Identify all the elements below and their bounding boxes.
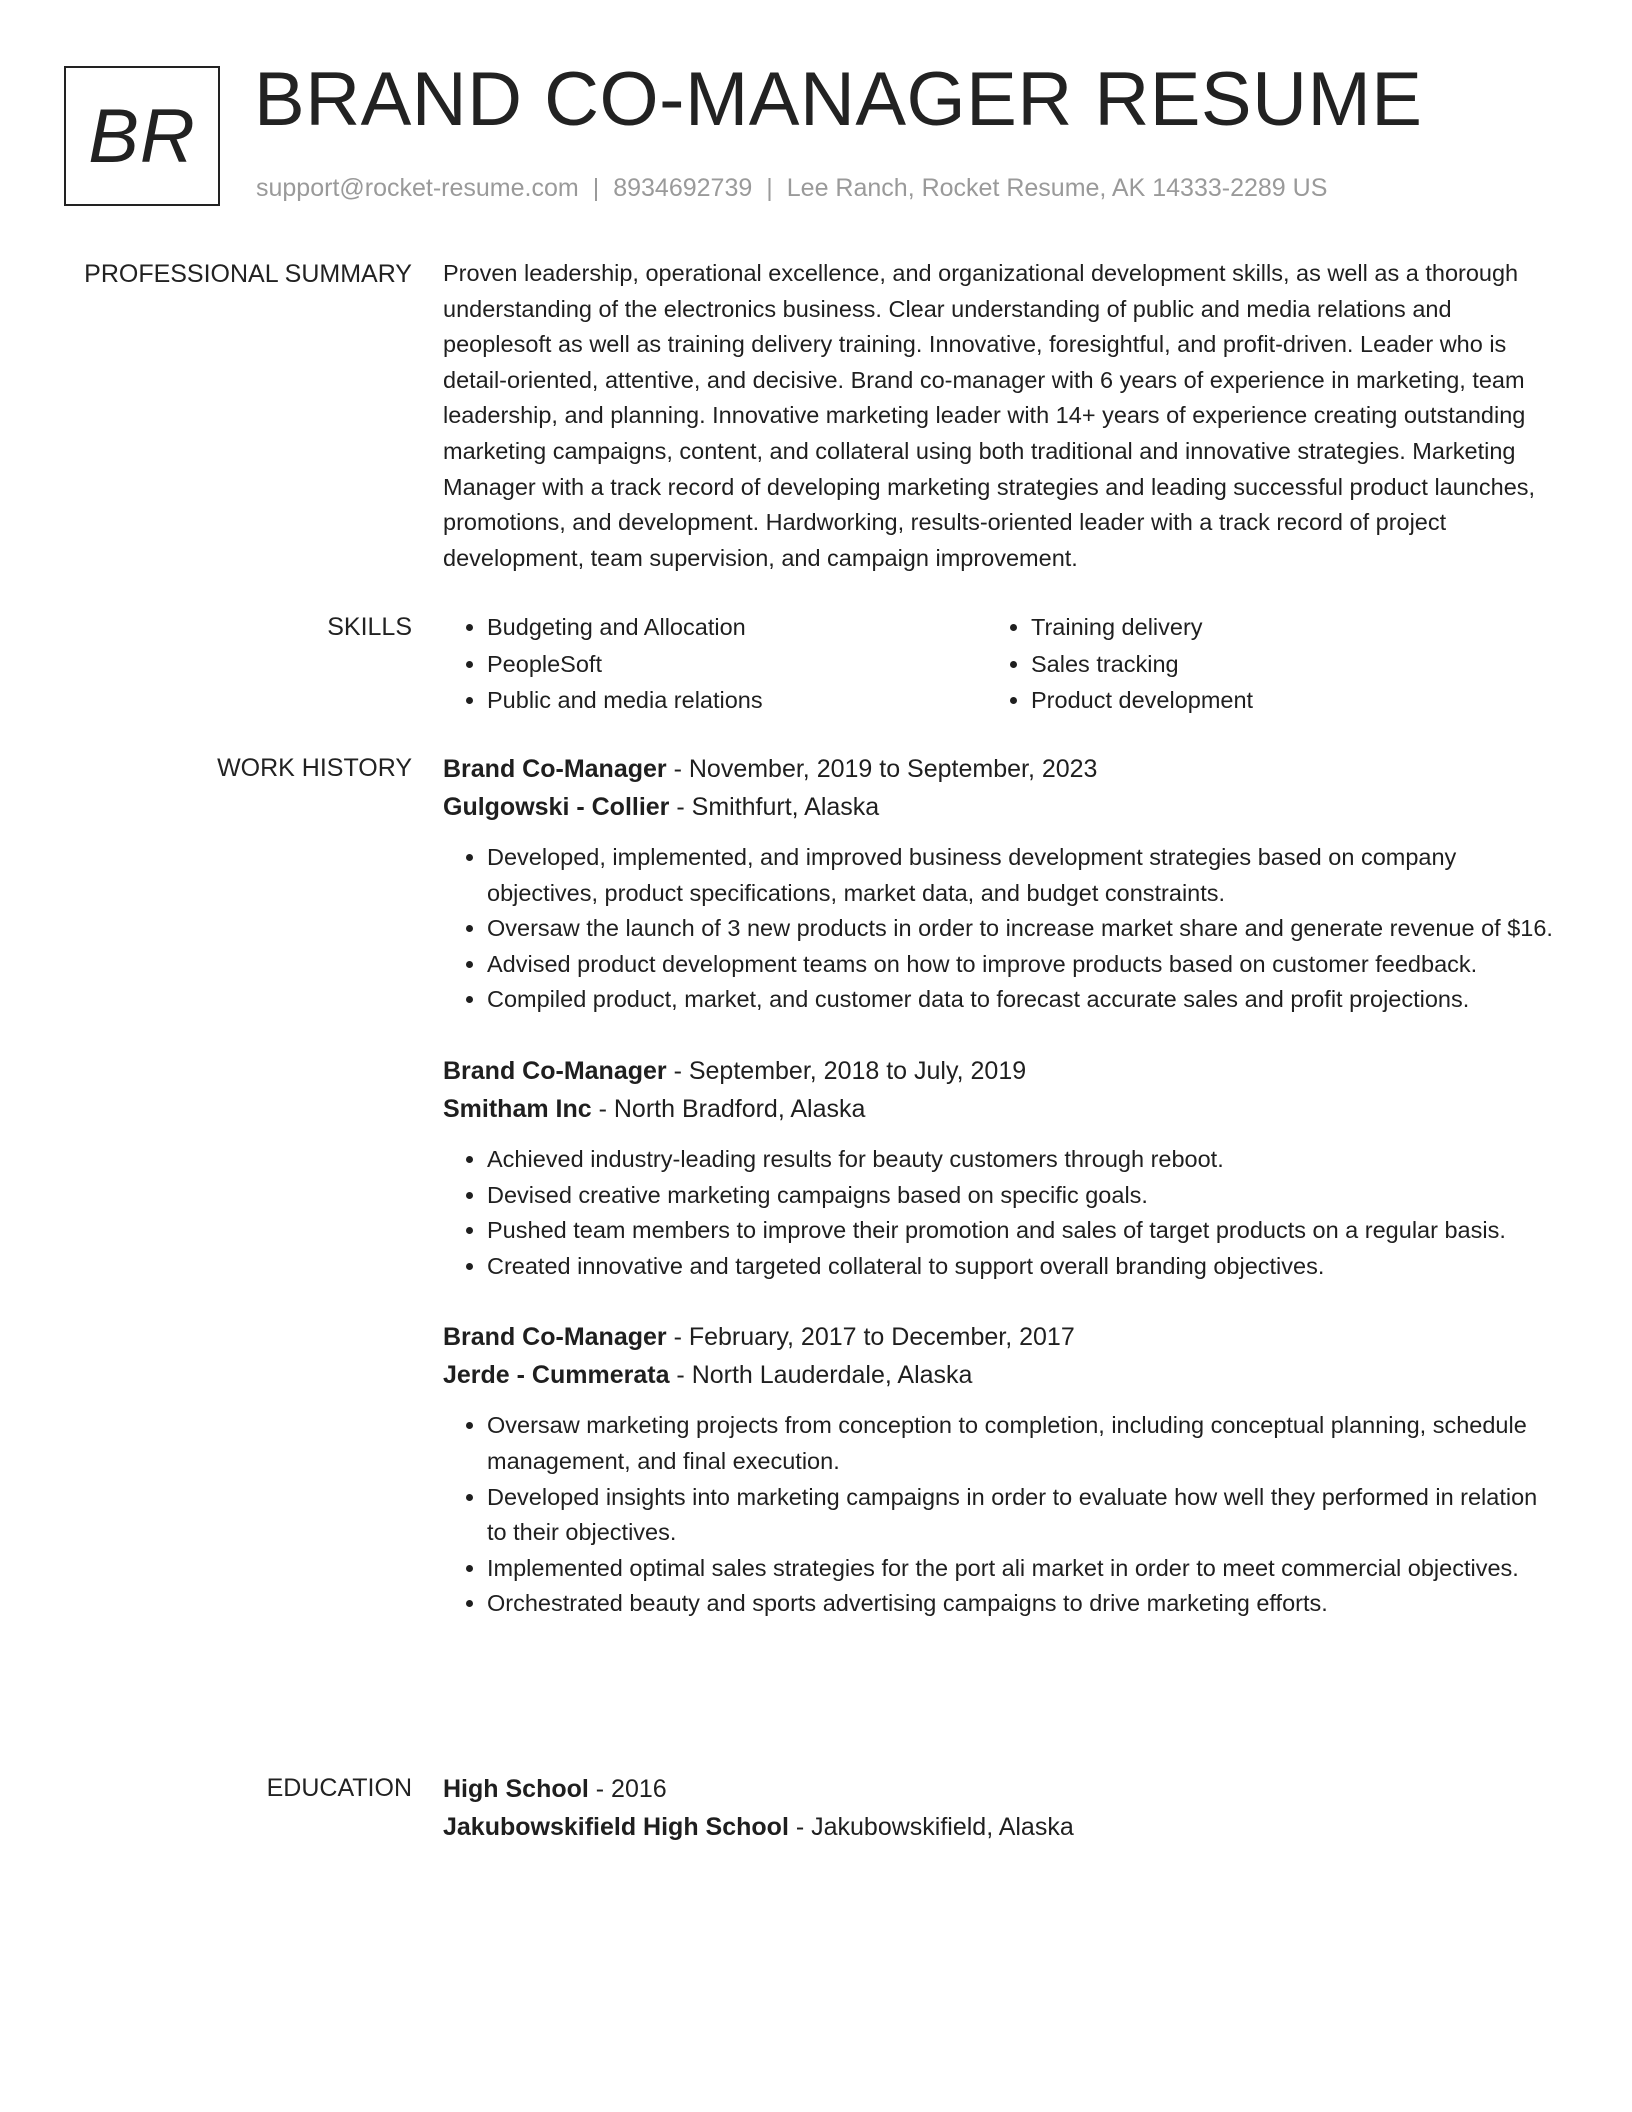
job-bullet: • Achieved industry-leading results for beauty customers through reboot. bbox=[487, 1142, 1555, 1178]
resume-title: BRAND CO-MANAGER RESUME bbox=[254, 57, 1423, 142]
skill-item: • Product development bbox=[1031, 682, 1531, 719]
job-dates: - September, 2018 to July, 2019 bbox=[666, 1056, 1027, 1085]
job-location: - North Bradford, Alaska bbox=[591, 1094, 866, 1123]
job-location: - North Lauderdale, Alaska bbox=[669, 1361, 973, 1390]
job-bullet: • Created innovative and targeted collateral to support overall branding objectives. bbox=[487, 1249, 1555, 1285]
job-role: Brand Co-Manager bbox=[443, 755, 667, 783]
contact-address: Lee Ranch, Rocket Resume, AK 14333-2289 US bbox=[786, 174, 1328, 202]
contact-phone: 8934692739 bbox=[613, 174, 753, 202]
contact-separator: | bbox=[766, 174, 773, 202]
job-dates: - February, 2017 to December, 2017 bbox=[666, 1323, 1075, 1352]
skills-grid bbox=[443, 609, 1555, 719]
education-school-line bbox=[443, 1808, 1555, 1846]
education-degree-line bbox=[443, 1770, 1555, 1808]
skills-list-right bbox=[987, 609, 1531, 719]
contact-email: support@rocket-resume.com bbox=[256, 174, 579, 202]
contact-line bbox=[256, 174, 1327, 203]
job-company: Smitham Inc bbox=[443, 1094, 592, 1123]
job-bullet: • Oversaw marketing projects from conception to completion, including conceptual planning, schedule management, and final execution. bbox=[487, 1408, 1555, 1479]
skill-item: • Training delivery bbox=[1031, 609, 1531, 646]
job-role: Brand Co-Manager bbox=[443, 1323, 667, 1352]
job-bullets bbox=[443, 1408, 1555, 1622]
job-bullet: • Oversaw the launch of 3 new products in order to increase market share and generate revenue of $16. bbox=[487, 911, 1555, 947]
job-bullet: • Compiled product, market, and customer data to forecast accurate sales and profit projections. bbox=[487, 982, 1555, 1018]
job-bullet: • Implemented optimal sales strategies for the port ali market in order to meet commercial objectives. bbox=[487, 1551, 1555, 1587]
job-bullet: • Developed, implemented, and improved business development strategies based on company objectives, product specifications, market data, and budget constraints. bbox=[487, 840, 1555, 911]
summary-text: Proven leadership, operational excellence, and organizational development skills, as well as a thorough understanding of the electronics business. Clear understanding of public and media relations and peoplesoft as well as training delivery training. Innovative, foresightful, and profit-driven. Leader who is detail-oriented, attentive, and decisive. Brand co-manager with 6 years of experience in marketing, team leadership, and planning. Innovative marketing leader with 14+ years of experience creating outstanding marketing campaigns, content, and collateral using both traditional and innovative strategies. Marketing Manager with a track record of developing marketing strategies and leading successful product launches, promotions, and development. Hardworking, results-oriented leader with a track record of project development, team supervision, and campaign improvement. bbox=[443, 260, 1536, 571]
skills-list-left bbox=[443, 609, 987, 719]
job-company: Jerde - Cummerata bbox=[443, 1361, 670, 1390]
skills-body bbox=[443, 609, 1555, 719]
summary-body bbox=[443, 256, 1555, 576]
job-title-line bbox=[443, 1318, 1555, 1356]
monogram-initials: BR bbox=[88, 93, 196, 179]
job-bullets bbox=[443, 1142, 1555, 1284]
job-company-line bbox=[443, 1356, 1555, 1394]
job-bullet: • Advised product development teams on how to improve products based on customer feedback. bbox=[487, 947, 1555, 983]
job-role: Brand Co-Manager bbox=[443, 1056, 667, 1085]
education-year: - 2016 bbox=[588, 1775, 667, 1803]
education-location: - Jakubowskifield, Alaska bbox=[788, 1813, 1074, 1841]
summary-heading: PROFESSIONAL SUMMARY bbox=[84, 260, 412, 288]
job-bullet: • Devised creative marketing campaigns based on specific goals. bbox=[487, 1178, 1555, 1214]
work-history-heading: WORK HISTORY bbox=[217, 754, 412, 782]
job-dates: - November, 2019 to September, 2023 bbox=[666, 755, 1098, 783]
job-bullet: • Orchestrated beauty and sports advertising campaigns to drive marketing efforts. bbox=[487, 1586, 1555, 1622]
contact-separator: | bbox=[592, 174, 600, 202]
skill-item: • Sales tracking bbox=[1031, 646, 1531, 683]
job-location: - Smithfurt, Alaska bbox=[669, 793, 880, 821]
skill-item: • Public and media relations bbox=[487, 682, 987, 719]
education-school: Jakubowskifield High School bbox=[443, 1813, 789, 1841]
monogram-logo bbox=[64, 66, 220, 206]
education-degree: High School bbox=[443, 1775, 589, 1803]
job-bullet: • Pushed team members to improve their promotion and sales of target products on a regular basis. bbox=[487, 1213, 1555, 1249]
job-entry bbox=[443, 750, 1555, 1018]
education-body bbox=[443, 1770, 1555, 1846]
education-heading: EDUCATION bbox=[266, 1774, 412, 1802]
job-title-line bbox=[443, 1052, 1555, 1090]
skills-heading: SKILLS bbox=[327, 613, 412, 641]
job-company: Gulgowski - Collier bbox=[443, 793, 670, 821]
job-entry bbox=[443, 1318, 1555, 1622]
job-entry bbox=[443, 1052, 1555, 1284]
job-company-line bbox=[443, 788, 1555, 826]
job-bullet: • Developed insights into marketing campaigns in order to evaluate how well they performed in relation to their objectives. bbox=[487, 1480, 1555, 1551]
skill-item: • PeopleSoft bbox=[487, 646, 987, 683]
job-bullets bbox=[443, 840, 1555, 1018]
work-history-body bbox=[443, 750, 1555, 1656]
job-title-line bbox=[443, 750, 1555, 788]
skill-item: • Budgeting and Allocation bbox=[487, 609, 987, 646]
job-company-line bbox=[443, 1090, 1555, 1128]
